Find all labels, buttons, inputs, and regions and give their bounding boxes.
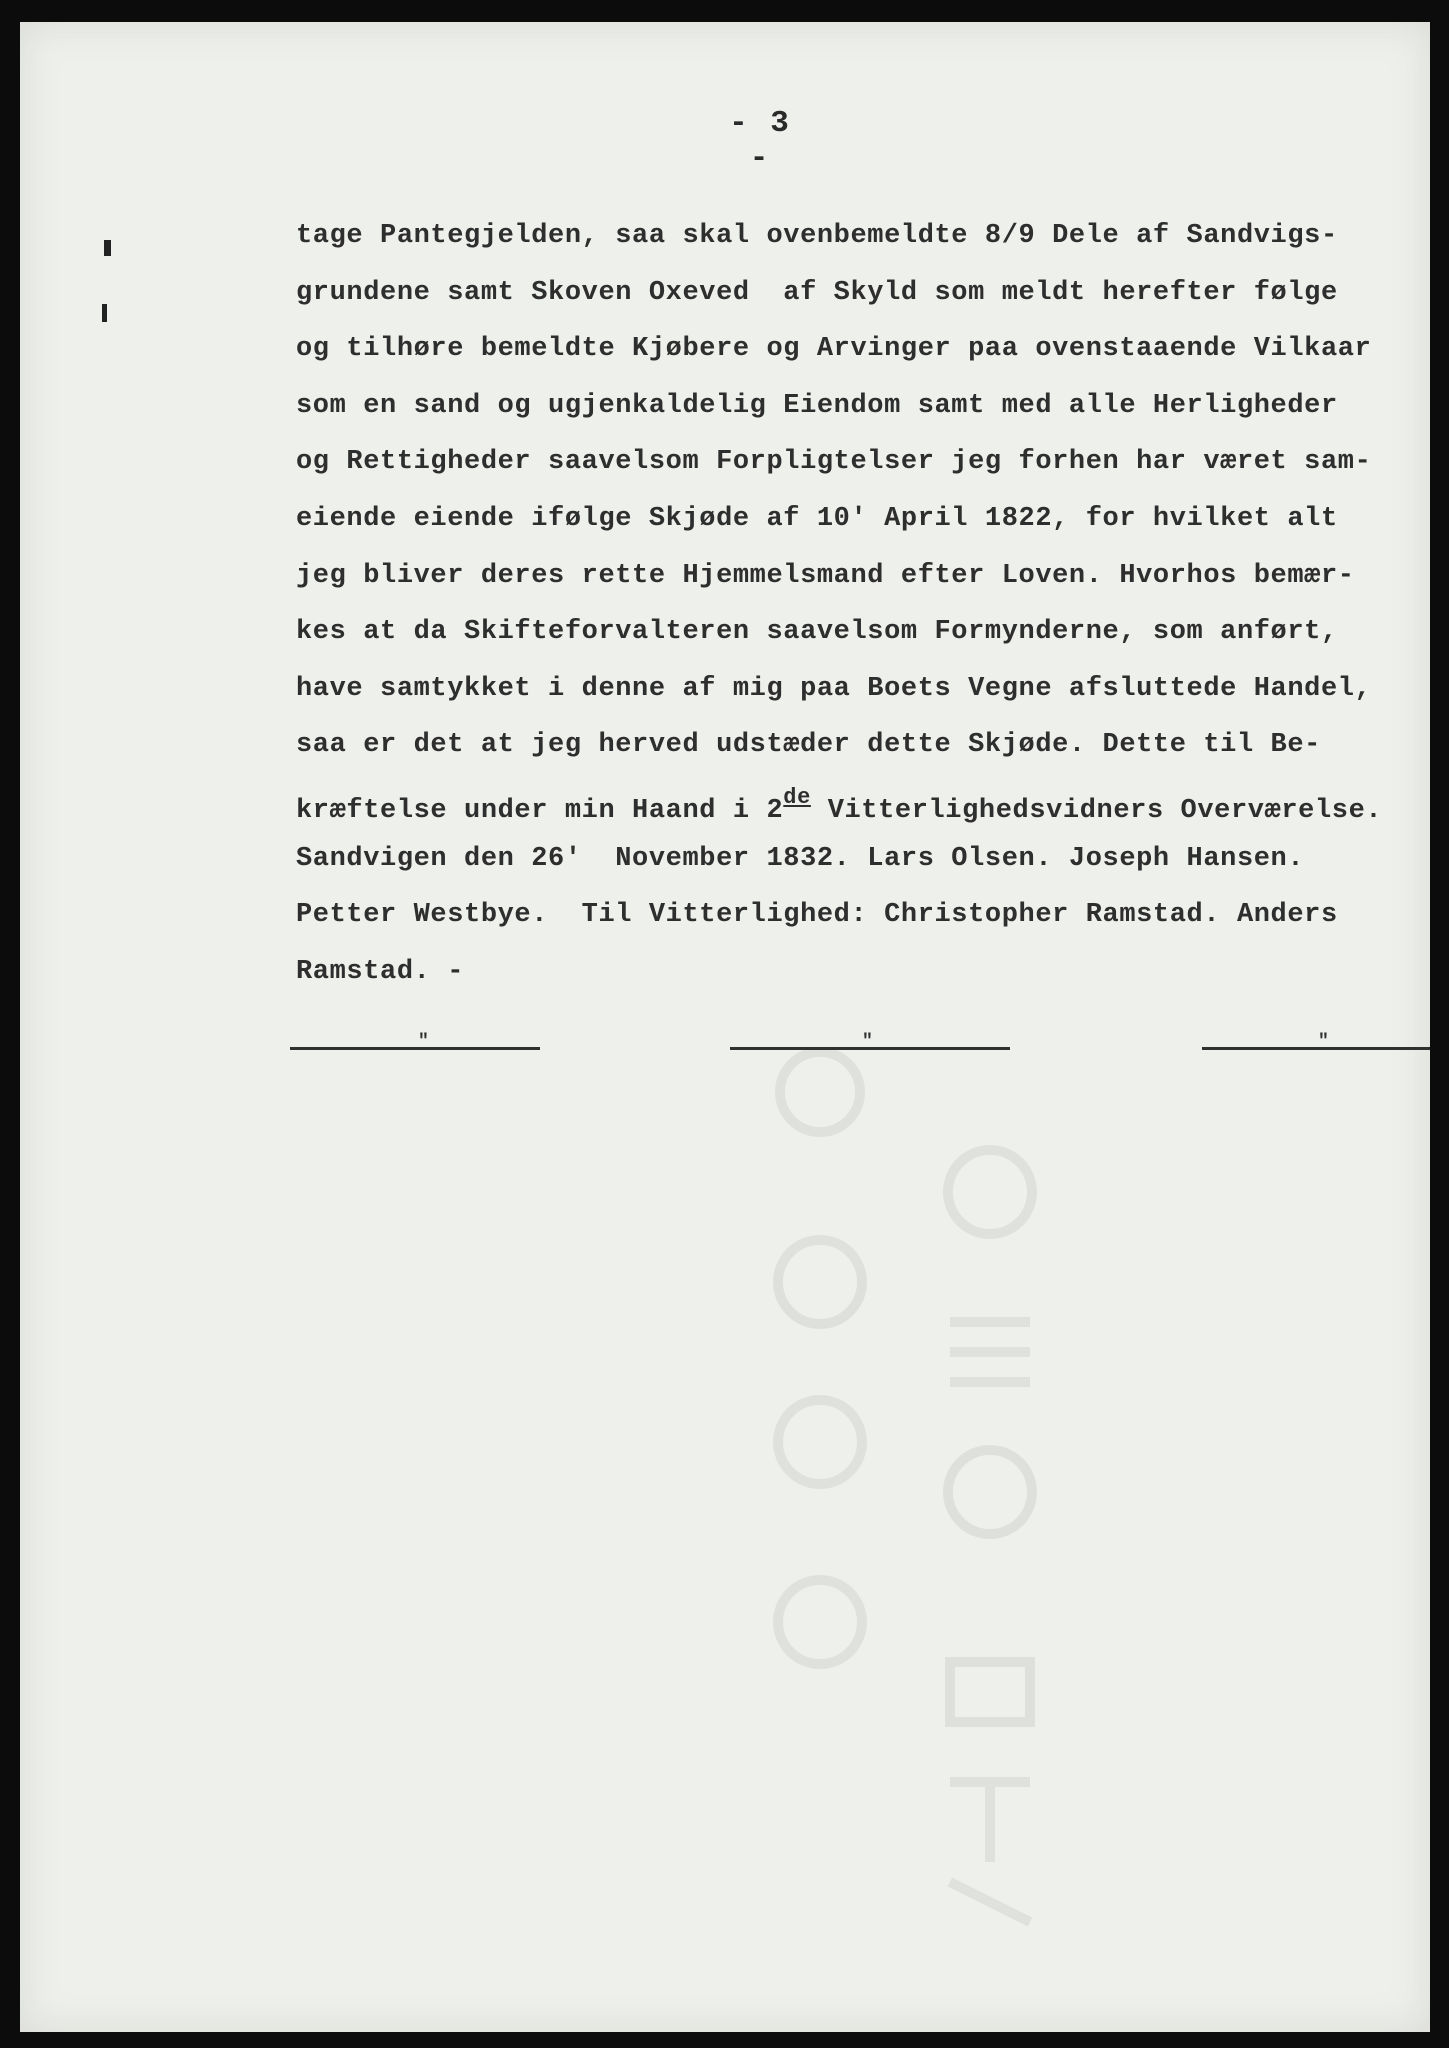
margin-mark-bottom (102, 304, 107, 322)
text-line-11-after: Vitterlighedsvidners Overværelse. (810, 795, 1383, 826)
text-line-11 (296, 774, 1436, 831)
ordinal-superscript: de (783, 784, 811, 810)
closing-rule-mark-right: " (1318, 1032, 1329, 1052)
closing-rule-mark-center: " (862, 1032, 873, 1052)
margin-mark-top (104, 240, 111, 256)
text-line-1: tage Pantegjelden, saa skal ovenbemeldte 8/9 Dele af Sandvigs- (296, 221, 1338, 251)
text-line-8: kes at da Skifteforvalteren saavelsom Formynderne, som anført, (296, 617, 1338, 648)
text-line-6: eiende eiende ifølge Skjøde af 10' April 1822, for hvilket alt (296, 503, 1338, 534)
closing-rule-right (1202, 1047, 1430, 1050)
text-line-5: og Rettigheder saavelsom Forpligtelser jeg forhen har været sam- (296, 447, 1372, 478)
text-line-4: som en sand og ugjenkaldelig Eiendom samt med alle Herligheder (296, 390, 1338, 421)
text-line-12: Sandvigen den 26' November 1832. Lars Olsen. Joseph Hansen. (296, 843, 1305, 874)
text-line-11-before: kræftelse under min Haand i 2 (296, 795, 784, 826)
text-line-9: have samtykket i denne af mig paa Boets Vegne afsluttede Handel, (296, 673, 1372, 704)
text-line-3: og tilhøre bemeldte Kjøbere og Arvinger paa ovenstaaende Vilkaar (296, 334, 1372, 365)
text-line-7: jeg bliver deres rette Hjemmelsmand efter Loven. Hvorhos bemær- (296, 560, 1355, 591)
text-line-13: Petter Westbye. Til Vitterlighed: Christopher Ramstad. Anders (296, 900, 1338, 931)
document-body (296, 208, 1436, 1000)
closing-rule-left (290, 1047, 540, 1050)
text-line-2: grundene samt Skoven Oxeved af Skyld som meldt herefter følge (296, 277, 1338, 308)
text-line-10: saa er det at jeg herved udstæder dette Skjøde. Dette til Be- (296, 730, 1321, 761)
page-number: - 3 - (729, 106, 791, 176)
closing-rule-mark-left: " (418, 1032, 429, 1052)
watermark-stamp (740, 1022, 1100, 2002)
text-line-14: Ramstad. - (296, 956, 465, 987)
